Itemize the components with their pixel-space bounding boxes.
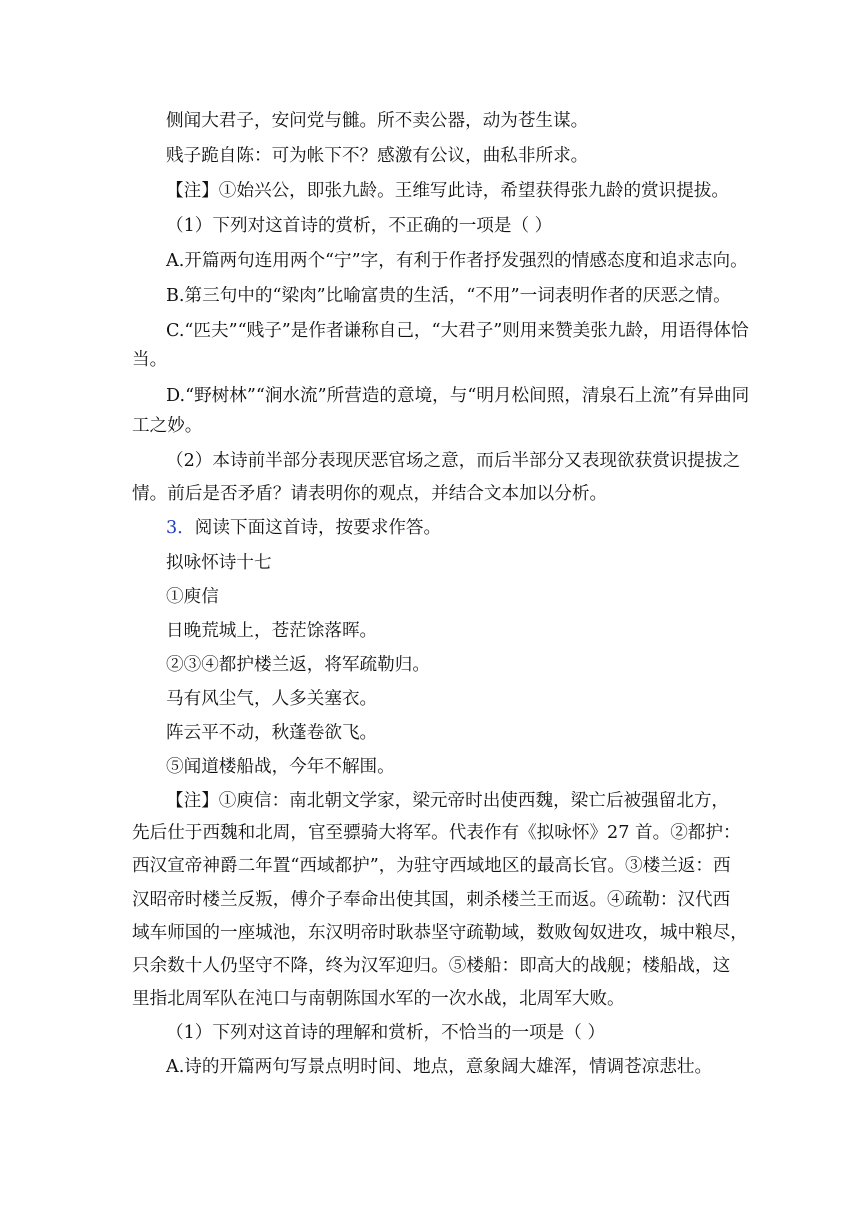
question-1: （1）下列对这首诗的赏析，不正确的一项是（ ）: [166, 216, 553, 236]
poem-line: 贱子跪自陈：可为帐下不？感激有公议，曲私非所求。: [166, 146, 589, 166]
annotation-note-line: 只余数十人仍坚守不降，终为汉军迎归。⑤楼船：即高大的战舰；楼船战，这: [132, 956, 731, 976]
poem-line: 日晚荒城上，苍茫馀落晖。: [166, 621, 378, 641]
option-c-continued: 当。: [132, 350, 168, 370]
poem-title: 拟咏怀诗十七: [166, 553, 272, 573]
option-b: B.第三句中的“梁肉”比喻富贵的生活，“不用”一词表明作者的厌恶之情。: [166, 286, 731, 306]
option-c: C.“匹夫”“贱子”是作者谦称自己，“大君子”则用来赞美张九龄，用语得体恰: [166, 321, 749, 341]
annotation-note: 【注】①始兴公，即张九龄。王维写此诗，希望获得张九龄的赏识提拔。: [166, 181, 730, 201]
poem-line: ②③④都护楼兰返，将军疏勒归。: [166, 655, 430, 675]
annotation-note-line: 汉昭帝时楼兰反叛，傅介子奉命出使其国，刺杀楼兰王而返。④疏勒：汉代西: [132, 890, 731, 910]
option-d-continued: 工之妙。: [132, 416, 203, 436]
annotation-note: 【注】①庾信：南北朝文学家，梁元帝时出使西魏，梁亡后被强留北方，: [166, 791, 730, 811]
annotation-note-line: 先后仕于西魏和北周，官至骠骑大将军。代表作有《拟咏怀》27 首。②都护：: [132, 823, 741, 843]
poem-line: ⑤闻道楼船战，今年不解围。: [166, 757, 395, 777]
option-a: A.开篇两句连用两个“宁”字，有利于作者抒发强烈的情感态度和追求志向。: [166, 251, 748, 271]
poem-line: 侧闻大君子，安问党与雠。所不卖公器，动为苍生谋。: [166, 111, 589, 131]
poem-line: 马有风尘气，人多关塞衣。: [166, 689, 378, 709]
poem-author: ①庾信: [166, 587, 219, 607]
question-2-continued: 情。前后是否矛盾？请表明你的观点，并结合文本加以分析。: [132, 484, 608, 504]
poem-line: 阵云平不动，秋蓬卷欲飞。: [166, 723, 378, 743]
annotation-note-line: 域车师国的一座城池，东汉明帝时耿恭坚守疏勒域，数败匈奴进攻，城中粮尽，: [132, 923, 748, 943]
question-1: （1）下列对这首诗的理解和赏析，不恰当的一项是（ ）: [166, 1023, 606, 1043]
option-d: D.“野树林”“涧水流”所营造的意境，与“明月松间照，清泉石上流”有异曲同: [166, 386, 750, 406]
question-instruction: 阅读下面这首诗，按要求作答。: [194, 518, 442, 538]
option-a: A.诗的开篇两句写景点明时间、地点，意象阔大雄浑，情调苍凉悲壮。: [166, 1057, 713, 1077]
question-2: （2）本诗前半部分表现厌恶官场之意，而后半部分又表现欲获赏识提拔之: [166, 451, 741, 471]
question-number: 3．: [166, 518, 195, 538]
annotation-note-line: 里指北周军队在沌口与南朝陈国水军的一次水战，北周军大败。: [132, 989, 625, 1009]
question-3-heading: [166, 516, 441, 540]
annotation-note-line: 西汉宣帝神爵二年置“西域都护”，为驻守西域地区的最高长官。③楼兰返：西: [132, 856, 731, 876]
